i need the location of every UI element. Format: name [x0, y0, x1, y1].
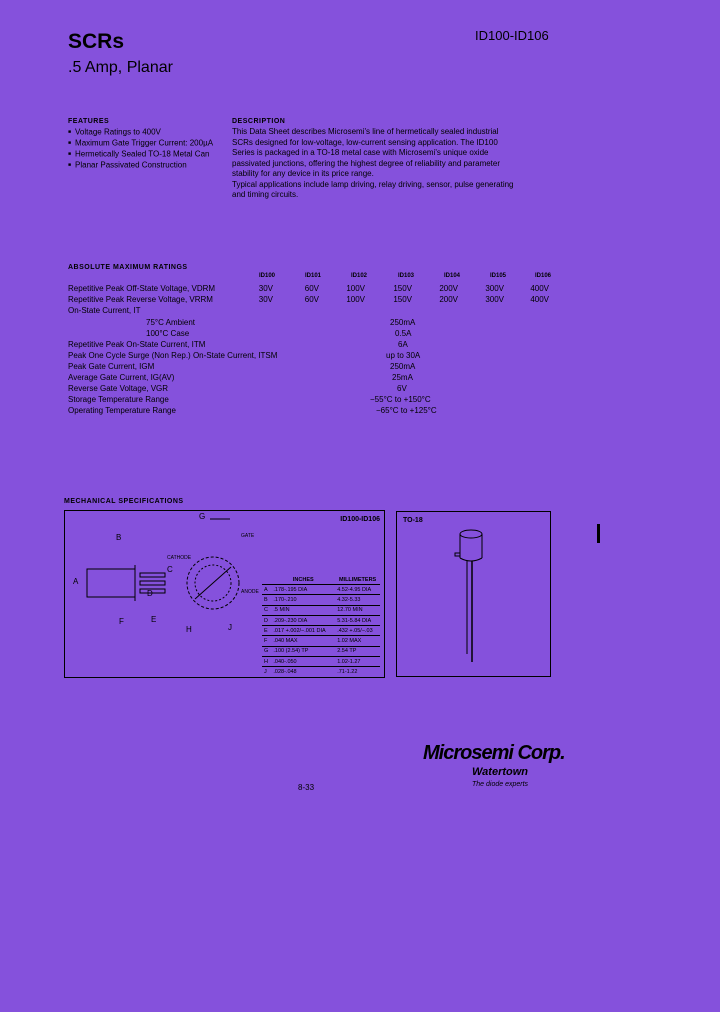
page-subtitle: .5 Amp, Planar — [68, 59, 173, 76]
rating-value: 300V — [485, 295, 504, 304]
feature-item: ■ Planar Passivated Construction — [68, 160, 228, 171]
rating-value: 30V — [258, 295, 273, 304]
col-header: MILLIMETERS — [335, 576, 380, 585]
rating-value: 6V — [397, 384, 407, 393]
rating-value: 30V — [258, 284, 273, 293]
column-header: ID104 — [443, 273, 460, 279]
rating-value: 25mA — [392, 373, 413, 382]
table-row: C .5 MIN 12.70 MIN — [262, 605, 380, 615]
rating-value: 250mA — [390, 318, 416, 327]
column-header: ID105 — [489, 273, 506, 279]
rating-label: Peak One Cycle Surge (Non Rep.) On-State Current, ITSM — [68, 351, 278, 360]
logo-location: Watertown — [472, 766, 529, 778]
description-text: This Data Sheet describes Microsemi's line of hermetically sealed industrial SCRs designed for low-voltage, low-current sensing application. The ID100 Series is packaged in a TO-18 metal case with Microsemi's unique oxide passivated junctions, offering the highest degree of reliability and parameter stability for any device in its price range. — [232, 127, 501, 178]
rating-value: 100V — [346, 295, 365, 304]
dim-label: J — [228, 623, 232, 632]
microsemi-logo: Microsemi Corp. — [423, 742, 565, 764]
table-row: G .100 (2.54) TP 2.54 TP — [262, 646, 380, 656]
page-number: 8-33 — [298, 783, 315, 792]
to18-package-drawing — [397, 512, 550, 676]
rating-value: 400V — [530, 284, 549, 293]
rating-value: −55°C to +150°C — [370, 395, 431, 404]
table-row: F .040 MAX 1.02 MAX — [262, 636, 380, 646]
to18-package-box — [396, 511, 551, 677]
rating-value: 60V — [304, 295, 319, 304]
table-row: B .170-.210 4.32-5.33 — [262, 595, 380, 605]
description-text: Typical applications include lamp driving, relay driving, sensor, pulse generating and timing circuits. — [232, 179, 514, 199]
dimensions-table — [262, 576, 380, 678]
rating-value: 250mA — [390, 362, 416, 371]
rating-label: Repetitive Peak Reverse Voltage, VRRM — [68, 295, 213, 304]
dim-label: C — [167, 565, 173, 574]
column-header: ID103 — [397, 273, 414, 279]
rating-value: 200V — [439, 284, 458, 293]
rating-label: On-State Current, IT — [68, 306, 141, 315]
rating-value: 60V — [304, 284, 319, 293]
rating-value: up to 30A — [386, 351, 421, 360]
table-row: J .028-.048 .71-1.22 — [262, 667, 380, 677]
dim-label: CATHODE — [167, 555, 192, 561]
package-label: TO-18 — [403, 517, 423, 524]
table-row: A .178-.195 DIA 4.52-4.95 DIA — [262, 585, 380, 595]
rating-label: Peak Gate Current, IGM — [68, 362, 155, 371]
features-section — [68, 118, 228, 170]
feature-item: ■ Hermetically Sealed TO-18 Metal Can — [68, 149, 228, 160]
rating-value: 200V — [439, 295, 458, 304]
table-row: D .209-.230 DIA 5.31-5.84 DIA — [262, 615, 380, 625]
ratings-heading: ABSOLUTE MAXIMUM RATINGS — [68, 264, 188, 271]
logo-tagline: The diode experts — [472, 781, 529, 788]
rating-label: Operating Temperature Range — [68, 406, 176, 415]
dim-label: D — [147, 589, 153, 598]
description-section — [232, 118, 517, 201]
part-range: ID100-ID106 — [475, 28, 549, 43]
rating-value: 100V — [346, 284, 365, 293]
box-label: ID100-ID106 — [340, 516, 380, 523]
dim-label: E — [151, 615, 157, 624]
rating-value: 400V — [530, 295, 549, 304]
features-heading: FEATURES — [68, 118, 110, 125]
rating-label: Reverse Gate Voltage, VGR — [68, 384, 169, 393]
dim-label: GATE — [241, 533, 255, 539]
column-header: ID100 — [258, 273, 275, 279]
table-row: H .040-.050 1.02-1.27 — [262, 657, 380, 667]
rating-value: 150V — [393, 295, 412, 304]
table-row: E .017 +.002/−.001 DIA .432 +.05/−.03 — [262, 626, 380, 636]
rating-value: 0.5A — [395, 329, 412, 338]
rating-value: −65°C to +125°C — [376, 406, 437, 415]
rating-label: 75°C Ambient — [146, 318, 196, 327]
page-title: SCRs — [68, 30, 125, 53]
rating-label: 100°C Case — [146, 329, 190, 338]
feature-item: ■ Maximum Gate Trigger Current: 200µA — [68, 138, 228, 149]
col-header: INCHES — [271, 576, 335, 585]
rating-label: Repetitive Peak On-State Current, ITM — [68, 340, 206, 349]
dim-label: A — [73, 577, 79, 586]
column-header: ID106 — [534, 273, 551, 279]
package-outline-drawing — [65, 511, 265, 677]
rating-label: Storage Temperature Range — [68, 395, 169, 404]
dim-label: B — [116, 533, 122, 542]
rating-value: 300V — [485, 284, 504, 293]
dim-label: H — [186, 625, 192, 634]
description-heading: DESCRIPTION — [232, 118, 286, 125]
dim-label: G — [199, 512, 206, 521]
rating-value: 6A — [398, 340, 408, 349]
column-header: ID102 — [350, 273, 367, 279]
feature-item: ■ Voltage Ratings to 400V — [68, 127, 228, 138]
rating-label: Repetitive Peak Off-State Voltage, VDRM — [68, 284, 216, 293]
dim-label: ANODE — [241, 589, 259, 595]
margin-mark — [597, 524, 600, 543]
mechanical-heading: MECHANICAL SPECIFICATIONS — [64, 498, 184, 505]
column-header: ID101 — [304, 273, 321, 279]
rating-label: Average Gate Current, IG(AV) — [68, 373, 175, 382]
rating-value: 150V — [393, 284, 412, 293]
dim-label: F — [119, 617, 124, 626]
